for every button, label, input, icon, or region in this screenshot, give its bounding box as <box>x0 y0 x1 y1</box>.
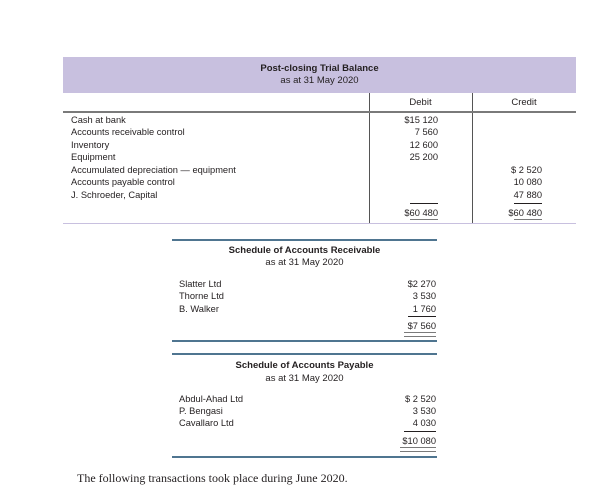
account-label: Inventory <box>71 140 110 150</box>
debit-value: 25 200 <box>409 152 438 162</box>
receivable-amount: 3 530 <box>412 291 436 301</box>
debit-column-header: Debit <box>409 97 432 108</box>
payable-amount: $ 2 520 <box>404 394 436 404</box>
total-double-rule <box>400 447 436 452</box>
receivables-total: $7 560 <box>407 321 436 331</box>
total-double-rule <box>404 332 436 337</box>
debit-total: $60 480 <box>404 208 438 218</box>
subtotal-rule <box>410 203 438 204</box>
account-label: Equipment <box>71 152 116 162</box>
receivable-amount: $2 270 <box>407 279 436 289</box>
subtotal-rule <box>404 431 436 432</box>
schedule-top-rule <box>172 239 437 241</box>
payable-name: Cavallaro Ltd <box>179 418 234 428</box>
credit-value: $ 2 520 <box>510 165 542 175</box>
account-label: J. Schroeder, Capital <box>71 190 158 200</box>
credit-value: 47 880 <box>513 190 542 200</box>
trial-balance-subtitle: as at 31 May 2020 <box>280 75 359 86</box>
subtotal-rule <box>514 203 542 204</box>
body-paragraph: The following transactions took place during June 2020. <box>77 471 348 485</box>
schedule-bottom-rule <box>172 340 437 342</box>
credit-value: 10 080 <box>513 177 542 187</box>
payable-amount: 4 030 <box>412 418 436 428</box>
schedule-bottom-rule <box>172 456 437 458</box>
trial-balance-bottom-rule <box>63 223 576 224</box>
payable-name: Abdul-Ahad Ltd <box>179 394 244 404</box>
trial-balance-title: Post-closing Trial Balance <box>260 63 379 74</box>
account-label: Cash at bank <box>71 115 126 125</box>
header-rule <box>63 111 576 113</box>
debit-value: 7 560 <box>414 127 438 137</box>
account-label: Accounts receivable control <box>71 127 185 137</box>
receivable-name: Slatter Ltd <box>179 279 222 289</box>
receivable-name: Thorne Ltd <box>179 291 224 301</box>
payable-amount: 3 530 <box>412 406 436 416</box>
payable-name: P. Bengasi <box>179 406 223 416</box>
schedule-top-rule <box>172 353 437 355</box>
payables-total: $10 080 <box>402 436 436 446</box>
credit-total: $60 480 <box>508 208 542 218</box>
receivable-name: B. Walker <box>179 304 219 314</box>
receivables-subtitle: as at 31 May 2020 <box>265 257 344 268</box>
account-label: Accounts payable control <box>71 177 175 187</box>
payables-title: Schedule of Accounts Payable <box>235 360 374 371</box>
debit-value: $15 120 <box>404 115 438 125</box>
debit-value: 12 600 <box>409 140 438 150</box>
payables-subtitle: as at 31 May 2020 <box>265 373 344 384</box>
receivables-title: Schedule of Accounts Receivable <box>228 245 381 256</box>
account-label: Accumulated depreciation — equipment <box>71 165 236 175</box>
credit-column-header: Credit <box>511 97 537 108</box>
subtotal-rule <box>408 316 436 317</box>
receivable-amount: 1 760 <box>412 304 436 314</box>
